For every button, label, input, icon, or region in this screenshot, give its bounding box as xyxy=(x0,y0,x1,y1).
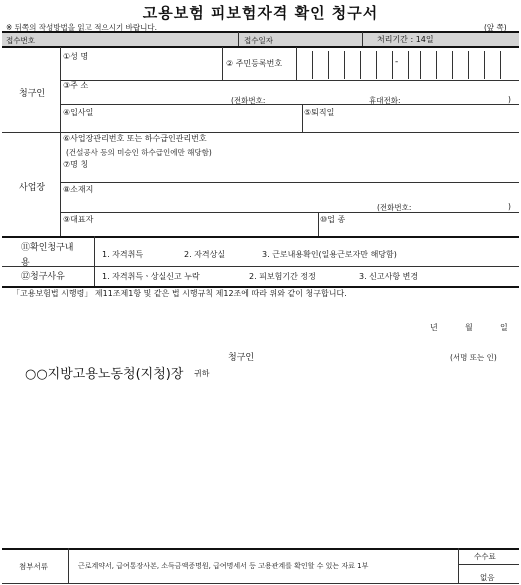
date-month: 월 xyxy=(465,323,473,332)
claimant-phone-label: (전화번호: xyxy=(231,96,266,105)
claim-reason-label: ⑫청구사유 xyxy=(21,272,65,282)
rrn-box[interactable] xyxy=(484,51,501,79)
rrn-dash: - xyxy=(395,57,399,67)
page-side: (앞 쪽) xyxy=(484,23,507,32)
attachments-content: 근로계약서, 급여통장사본, 소득금액증명원, 급여명세서 등 고용관계를 확인할 수 있는 자료 1부 xyxy=(78,562,369,570)
confirm-row-bottom xyxy=(2,266,519,267)
confirm-label-divider xyxy=(94,236,95,286)
reason-option-change[interactable]: 3. 신고사항 변경 xyxy=(359,272,419,281)
mgmt-number-note: (건설공사 등의 미승인 하수급인에만 해당함) xyxy=(66,148,212,157)
attachments-label: 첨부서류 xyxy=(19,562,48,571)
statement-text: 「고용보험법 시행령」 제11조제1항 및 같은 법 시행규칙 제12조에 따라 위와 같이 청구합니다. xyxy=(12,289,347,298)
addressee-suffix: 귀하 xyxy=(194,369,210,378)
workplace-close-paren: ) xyxy=(508,202,511,211)
rrn-box[interactable] xyxy=(360,51,377,79)
claimant-address-label: ③주 소 xyxy=(63,81,89,90)
reason-option-omission[interactable]: 1. 자격취득ㆍ상실신고 누락 xyxy=(102,272,200,281)
rrn-start-divider xyxy=(296,47,297,80)
workplace-line-1 xyxy=(60,182,519,183)
workplace-section-bottom xyxy=(2,236,519,238)
rrn-box[interactable] xyxy=(452,51,469,79)
claimant-section-label: 청구인 xyxy=(19,89,46,99)
name-divider xyxy=(222,47,223,80)
fee-value: 없음 xyxy=(480,573,495,582)
reason-option-period[interactable]: 2. 피보험기간 정정 xyxy=(249,272,316,281)
hire-leave-divider xyxy=(302,104,303,132)
workplace-label-divider xyxy=(60,132,61,236)
attachments-bottom xyxy=(2,583,519,584)
leave-date-label: ⑤퇴직일 xyxy=(304,108,335,117)
mgmt-number-label: ⑥사업장관리번호 또는 하수급인관리번호 xyxy=(63,134,207,143)
receipt-divider-1 xyxy=(238,32,239,46)
rrn-box[interactable] xyxy=(420,51,437,79)
workplace-address-label: ⑧소재지 xyxy=(63,185,94,194)
processing-period: 처리기간 : 14일 xyxy=(377,35,434,44)
rrn-box[interactable] xyxy=(344,51,361,79)
date-day: 일 xyxy=(500,323,508,332)
receipt-divider-2 xyxy=(362,32,363,46)
workplace-line-2 xyxy=(60,212,519,213)
attachments-top xyxy=(2,548,519,550)
industry-label: ⑩업 종 xyxy=(320,215,346,224)
confirm-content-label-2: 용 xyxy=(21,258,30,268)
claimant-close-paren: ) xyxy=(508,95,511,104)
fee-divider xyxy=(458,564,519,565)
claimant-name-label: ①성 명 xyxy=(63,52,89,61)
rrn-box[interactable] xyxy=(312,51,329,79)
confirm-option-work-content[interactable]: 3. 근로내용확인(일용근로자만 해당함) xyxy=(262,250,397,259)
claimant-line-1 xyxy=(60,80,519,81)
claimant-label-divider xyxy=(60,47,61,132)
rrn-box[interactable] xyxy=(328,51,345,79)
confirm-option-acquire[interactable]: 1. 자격취득 xyxy=(102,250,144,259)
workplace-section-label: 사업장 xyxy=(19,183,46,193)
attachments-divider-2 xyxy=(458,548,459,584)
receipt-row-bottom xyxy=(2,46,519,48)
claimant-mobile-label: 휴대전화: xyxy=(369,96,401,105)
rrn-box[interactable] xyxy=(376,51,393,79)
receipt-date-label: 접수일자 xyxy=(244,36,273,45)
resident-number-label: ② 주민등록번호 xyxy=(226,59,283,68)
receipt-number-label: 접수번호 xyxy=(6,36,35,45)
addressee-office: ○○지방고용노동청(지청)장 xyxy=(25,367,184,382)
fee-label: 수수료 xyxy=(474,552,496,561)
workplace-phone-label: (전화번호: xyxy=(377,203,412,212)
claimant-line-2 xyxy=(60,104,519,105)
signature-claimant-label: 청구인 xyxy=(228,353,255,363)
top-border xyxy=(2,31,519,33)
rep-industry-divider xyxy=(318,212,319,236)
date-year: 년 xyxy=(430,323,438,332)
confirm-option-loss[interactable]: 2. 자격상실 xyxy=(184,250,226,259)
workplace-name-label: ⑦명 칭 xyxy=(63,160,89,169)
hire-date-label: ④입사일 xyxy=(63,108,94,117)
rrn-box[interactable] xyxy=(468,51,485,79)
rrn-box[interactable] xyxy=(500,51,517,79)
rrn-box[interactable] xyxy=(436,51,453,79)
confirm-content-label: ⑪확인청구내 xyxy=(21,243,74,253)
form-title: 고용보험 피보험자격 확인 청구서 xyxy=(142,4,379,22)
representative-label: ⑨대표자 xyxy=(63,215,94,224)
instruction-note: ※ 뒤쪽의 작성방법을 읽고 적으시기 바랍니다. xyxy=(6,23,157,32)
signature-hint: (서명 또는 인) xyxy=(450,353,497,362)
attachments-divider-1 xyxy=(68,548,69,584)
